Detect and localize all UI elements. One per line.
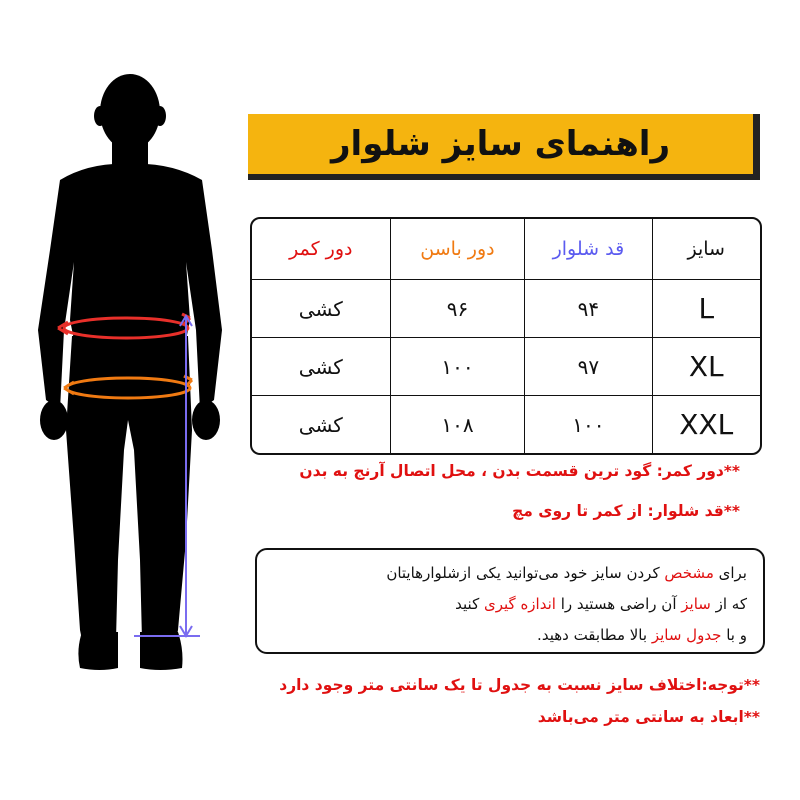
row-hip: ۱۰۰: [390, 338, 525, 396]
table-row: [252, 396, 760, 453]
header-waist: دور کمر: [252, 219, 390, 280]
male-silhouette-icon: [0, 0, 260, 800]
waist-note: **دور کمر: گود ترین قسمت بدن ، محل اتصال آرنج به بدن: [299, 462, 740, 480]
header-length: قد شلوار: [525, 219, 652, 280]
row-waist: کشی: [252, 338, 390, 396]
highlight-word: اندازه گیری: [484, 595, 556, 613]
row-length: ۹۷: [525, 338, 652, 396]
row-waist: کشی: [252, 396, 390, 453]
size-table: [250, 217, 762, 455]
header-hip: دور باسن: [390, 219, 525, 280]
length-note: **قد شلوار: از کمر تا روی مچ: [512, 502, 740, 520]
table-header-row: [252, 219, 760, 280]
row-waist: کشی: [252, 280, 390, 338]
highlight-word: سایز: [681, 595, 711, 613]
row-length: ۹۴: [525, 280, 652, 338]
unit-note: **ابعاد به سانتی متر می‌باشد: [537, 708, 760, 726]
row-hip: ۹۶: [390, 280, 525, 338]
row-length: ۱۰۰: [525, 396, 652, 453]
info-line-1: برای مشخص کردن سایز خود می‌توانید یکی ازشلوارهایتان: [386, 564, 747, 582]
info-box: [255, 548, 765, 654]
tolerance-note: **توجه:اختلاف سایز نسبت به جدول تا یک سانتی متر وجود دارد: [279, 676, 760, 694]
row-size: XXL: [652, 396, 760, 453]
info-line-2: که از سایز آن راضی هستید را اندازه گیری کنید: [455, 595, 747, 613]
header-size: سایز: [652, 219, 760, 280]
row-size: L: [652, 280, 760, 338]
highlight-word: مشخص: [664, 564, 714, 582]
size-table-grid: [252, 219, 760, 453]
row-hip: ۱۰۸: [390, 396, 525, 453]
table-row: [252, 338, 760, 396]
page-title: راهنمای سایز شلوار: [330, 124, 671, 164]
info-line-3: و با جدول سایز بالا مطابقت دهید.: [537, 626, 747, 644]
banner-face: [248, 114, 753, 174]
title-banner: [248, 114, 760, 180]
table-row: [252, 280, 760, 338]
highlight-word: جدول سایز: [651, 626, 722, 644]
row-size: XL: [652, 338, 760, 396]
